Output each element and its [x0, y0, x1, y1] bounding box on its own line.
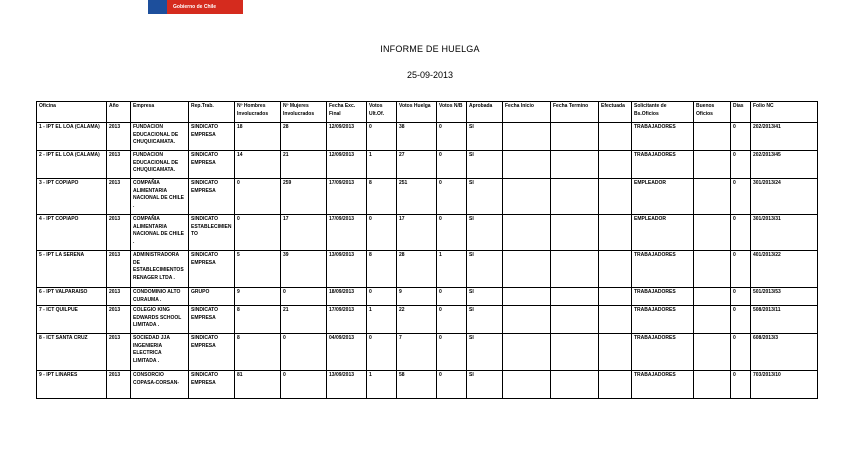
cell-folio: 401/2013/22 — [751, 251, 818, 288]
cell-ult: 1 — [367, 151, 397, 179]
cell-anio: 2013 — [107, 179, 131, 215]
cell-mujeres: 0 — [281, 288, 327, 306]
cell-rep: SINDICATO EMPRESA — [189, 371, 235, 399]
cell-empresa: FUNDACION EDUCACIONAL DE CHUQUICAMATA. — [131, 123, 189, 151]
table-header-row — [37, 102, 818, 123]
cell-inicio — [503, 288, 551, 306]
cell-buenos — [694, 151, 731, 179]
cell-ult: 8 — [367, 251, 397, 288]
cell-solicitante: TRABAJADORES — [632, 334, 694, 371]
cell-mujeres: 259 — [281, 179, 327, 215]
cell-buenos — [694, 288, 731, 306]
column-header: Efectuada — [599, 102, 632, 123]
cell-fecha: 12/09/2013 — [327, 151, 367, 179]
column-header: Dias — [731, 102, 751, 123]
cell-aprobada: SI — [467, 371, 503, 399]
cell-empresa: FUNDACION EDUCACIONAL DE CHUQUICAMATA. — [131, 151, 189, 179]
cell-nb: 0 — [437, 179, 467, 215]
cell-nb: 0 — [437, 306, 467, 334]
cell-dias: 0 — [731, 151, 751, 179]
cell-anio: 2013 — [107, 151, 131, 179]
cell-hombres: 14 — [235, 151, 281, 179]
cell-hombres: 5 — [235, 251, 281, 288]
cell-hombres: 0 — [235, 215, 281, 251]
column-header: Votos Ult.Of. — [367, 102, 397, 123]
cell-huelga: 38 — [397, 123, 437, 151]
cell-nb: 0 — [437, 123, 467, 151]
table-row — [37, 123, 818, 151]
cell-mujeres: 28 — [281, 123, 327, 151]
cell-ult: 0 — [367, 334, 397, 371]
cell-nb: 0 — [437, 334, 467, 371]
cell-hombres: 8 — [235, 306, 281, 334]
cell-inicio — [503, 334, 551, 371]
cell-huelga: 27 — [397, 151, 437, 179]
cell-ult: 0 — [367, 215, 397, 251]
cell-fecha: 17/09/2013 — [327, 215, 367, 251]
cell-efectuada — [599, 306, 632, 334]
cell-inicio — [503, 371, 551, 399]
cell-oficina: 6 - IPT VALPARAISO — [37, 288, 107, 306]
cell-termino — [551, 179, 599, 215]
column-header: Año — [107, 102, 131, 123]
cell-folio: 608/2013/3 — [751, 334, 818, 371]
column-header: Rep.Trab. — [189, 102, 235, 123]
cell-termino — [551, 288, 599, 306]
cell-mujeres: 21 — [281, 151, 327, 179]
cell-huelga: 28 — [397, 251, 437, 288]
cell-solicitante: TRABAJADORES — [632, 306, 694, 334]
cell-aprobada: SI — [467, 215, 503, 251]
table-body — [37, 123, 818, 399]
cell-nb: 0 — [437, 151, 467, 179]
cell-efectuada — [599, 215, 632, 251]
table-row — [37, 215, 818, 251]
cell-fecha: 17/09/2013 — [327, 306, 367, 334]
cell-oficina: 4 - IPT COPIAPO — [37, 215, 107, 251]
cell-anio: 2013 — [107, 251, 131, 288]
cell-folio: 202/2013/45 — [751, 151, 818, 179]
column-header: Solicitante de Bs.Oficios — [632, 102, 694, 123]
cell-huelga: 17 — [397, 215, 437, 251]
cell-huelga: 22 — [397, 306, 437, 334]
cell-aprobada: SI — [467, 123, 503, 151]
cell-rep: SINDICATO EMPRESA — [189, 123, 235, 151]
cell-huelga: 251 — [397, 179, 437, 215]
cell-hombres: 81 — [235, 371, 281, 399]
cell-mujeres: 39 — [281, 251, 327, 288]
cell-efectuada — [599, 151, 632, 179]
cell-folio: 703/2013/10 — [751, 371, 818, 399]
cell-oficina: 1 - IPT EL LOA (CALAMA) — [37, 123, 107, 151]
cell-oficina: 7 - ICT QUILPUE — [37, 306, 107, 334]
cell-inicio — [503, 251, 551, 288]
cell-aprobada: SI — [467, 288, 503, 306]
cell-nb: 0 — [437, 215, 467, 251]
cell-folio: 301/2013/31 — [751, 215, 818, 251]
cell-aprobada: SI — [467, 151, 503, 179]
cell-buenos — [694, 215, 731, 251]
cell-nb: 0 — [437, 288, 467, 306]
cell-rep: SINDICATO EMPRESA — [189, 334, 235, 371]
table-row — [37, 179, 818, 215]
column-header: Nº Mujeres Involucrados — [281, 102, 327, 123]
cell-anio: 2013 — [107, 288, 131, 306]
cell-inicio — [503, 179, 551, 215]
report-date: 25-09-2013 — [406, 70, 454, 80]
table-row — [37, 371, 818, 399]
cell-hombres: 8 — [235, 334, 281, 371]
cell-buenos — [694, 306, 731, 334]
cell-folio: 301/2013/24 — [751, 179, 818, 215]
cell-hombres: 0 — [235, 179, 281, 215]
cell-nb: 0 — [437, 371, 467, 399]
logo-label: Gobierno de Chile — [167, 0, 243, 14]
cell-ult: 8 — [367, 179, 397, 215]
cell-fecha: 12/09/2013 — [327, 123, 367, 151]
cell-efectuada — [599, 251, 632, 288]
column-header: Oficina — [37, 102, 107, 123]
column-header: Fecha Termino — [551, 102, 599, 123]
cell-solicitante: TRABAJADORES — [632, 371, 694, 399]
cell-dias: 0 — [731, 179, 751, 215]
cell-oficina: 2 - IPT EL LOA (CALAMA) — [37, 151, 107, 179]
cell-termino — [551, 306, 599, 334]
cell-huelga: 58 — [397, 371, 437, 399]
cell-rep: GRUPO — [189, 288, 235, 306]
cell-oficina: 9 - IPT LINARES — [37, 371, 107, 399]
column-header: Fecha Inicio — [503, 102, 551, 123]
cell-folio: 501/2013/53 — [751, 288, 818, 306]
cell-termino — [551, 123, 599, 151]
cell-dias: 0 — [731, 288, 751, 306]
cell-aprobada: SI — [467, 251, 503, 288]
cell-dias: 0 — [731, 306, 751, 334]
table-row — [37, 306, 818, 334]
table-row — [37, 334, 818, 371]
cell-efectuada — [599, 371, 632, 399]
cell-termino — [551, 151, 599, 179]
cell-termino — [551, 334, 599, 371]
cell-termino — [551, 215, 599, 251]
cell-nb: 1 — [437, 251, 467, 288]
cell-inicio — [503, 151, 551, 179]
cell-solicitante: EMPLEADOR — [632, 179, 694, 215]
cell-empresa: ADMINISTRADORA DE ESTABLECIMIENTOS RENAGER LTDA . — [131, 251, 189, 288]
cell-dias: 0 — [731, 215, 751, 251]
cell-rep: SINDICATO EMPRESA — [189, 306, 235, 334]
column-header: Votos Huelga — [397, 102, 437, 123]
cell-termino — [551, 371, 599, 399]
cell-rep: SINDICATO EMPRESA — [189, 251, 235, 288]
cell-aprobada: SI — [467, 306, 503, 334]
cell-mujeres: 17 — [281, 215, 327, 251]
cell-buenos — [694, 123, 731, 151]
cell-empresa: COMPAÑIA ALIMENTARIA NACIONAL DE CHILE . — [131, 179, 189, 215]
cell-mujeres: 0 — [281, 334, 327, 371]
cell-ult: 0 — [367, 123, 397, 151]
cell-solicitante: TRABAJADORES — [632, 123, 694, 151]
strike-report-table — [36, 101, 818, 399]
column-header: Nº Hombres Involucrados — [235, 102, 281, 123]
cell-rep: SINDICATO EMPRESA — [189, 151, 235, 179]
cell-huelga: 9 — [397, 288, 437, 306]
cell-buenos — [694, 371, 731, 399]
cell-oficina: 5 - IPT LA SERENA — [37, 251, 107, 288]
cell-empresa: COMPAÑIA ALIMENTARIA NACIONAL DE CHILE . — [131, 215, 189, 251]
cell-oficina: 3 - IPT COPIAPO — [37, 179, 107, 215]
cell-ult: 1 — [367, 306, 397, 334]
cell-inicio — [503, 306, 551, 334]
cell-ult: 1 — [367, 371, 397, 399]
cell-aprobada: SI — [467, 334, 503, 371]
cell-efectuada — [599, 334, 632, 371]
table-row — [37, 288, 818, 306]
cell-buenos — [694, 334, 731, 371]
cell-dias: 0 — [731, 123, 751, 151]
cell-dias: 0 — [731, 251, 751, 288]
cell-folio: 508/2013/11 — [751, 306, 818, 334]
table-row — [37, 251, 818, 288]
cell-rep: SINDICATO EMPRESA — [189, 179, 235, 215]
cell-ult: 0 — [367, 288, 397, 306]
cell-huelga: 7 — [397, 334, 437, 371]
cell-fecha: 13/09/2013 — [327, 251, 367, 288]
cell-aprobada: SI — [467, 179, 503, 215]
cell-fecha: 18/09/2013 — [327, 288, 367, 306]
cell-efectuada — [599, 123, 632, 151]
column-header: Buenos Oficios — [694, 102, 731, 123]
cell-empresa: SOCIEDAD JJA INGENIERIA ELECTRICA LIMITADA . — [131, 334, 189, 371]
cell-fecha: 17/09/2013 — [327, 179, 367, 215]
cell-efectuada — [599, 288, 632, 306]
cell-empresa: CONSORCIO COPASA-CORSAN- — [131, 371, 189, 399]
table-row — [37, 151, 818, 179]
cell-oficina: 8 - ICT SANTA CRUZ — [37, 334, 107, 371]
cell-rep: SINDICATO ESTABLECIMIENTO — [189, 215, 235, 251]
cell-inicio — [503, 123, 551, 151]
cell-empresa: CONDOMINIO ALTO CURAUMA . — [131, 288, 189, 306]
column-header: Empresa — [131, 102, 189, 123]
cell-solicitante: EMPLEADOR — [632, 215, 694, 251]
report-title: INFORME DE HUELGA — [380, 44, 480, 54]
cell-solicitante: TRABAJADORES — [632, 251, 694, 288]
column-header: Votos N/B — [437, 102, 467, 123]
column-header: Folio NC — [751, 102, 818, 123]
cell-anio: 2013 — [107, 334, 131, 371]
cell-anio: 2013 — [107, 215, 131, 251]
cell-buenos — [694, 179, 731, 215]
cell-efectuada — [599, 179, 632, 215]
cell-anio: 2013 — [107, 371, 131, 399]
cell-buenos — [694, 251, 731, 288]
cell-termino — [551, 251, 599, 288]
column-header: Aprobada — [467, 102, 503, 123]
column-header: Fecha Exc. Final — [327, 102, 367, 123]
cell-empresa: COLEGIO KING EDWARDS SCHOOL LIMITADA . — [131, 306, 189, 334]
cell-dias: 0 — [731, 334, 751, 371]
cell-anio: 2013 — [107, 123, 131, 151]
cell-hombres: 18 — [235, 123, 281, 151]
cell-fecha: 13/09/2013 — [327, 371, 367, 399]
cell-solicitante: TRABAJADORES — [632, 288, 694, 306]
cell-solicitante: TRABAJADORES — [632, 151, 694, 179]
cell-folio: 202/2013/41 — [751, 123, 818, 151]
cell-mujeres: 0 — [281, 371, 327, 399]
cell-fecha: 04/09/2013 — [327, 334, 367, 371]
government-logo — [148, 0, 243, 14]
logo-blue-block — [148, 0, 167, 14]
cell-hombres: 9 — [235, 288, 281, 306]
cell-inicio — [503, 215, 551, 251]
cell-anio: 2013 — [107, 306, 131, 334]
cell-dias: 0 — [731, 371, 751, 399]
cell-mujeres: 21 — [281, 306, 327, 334]
